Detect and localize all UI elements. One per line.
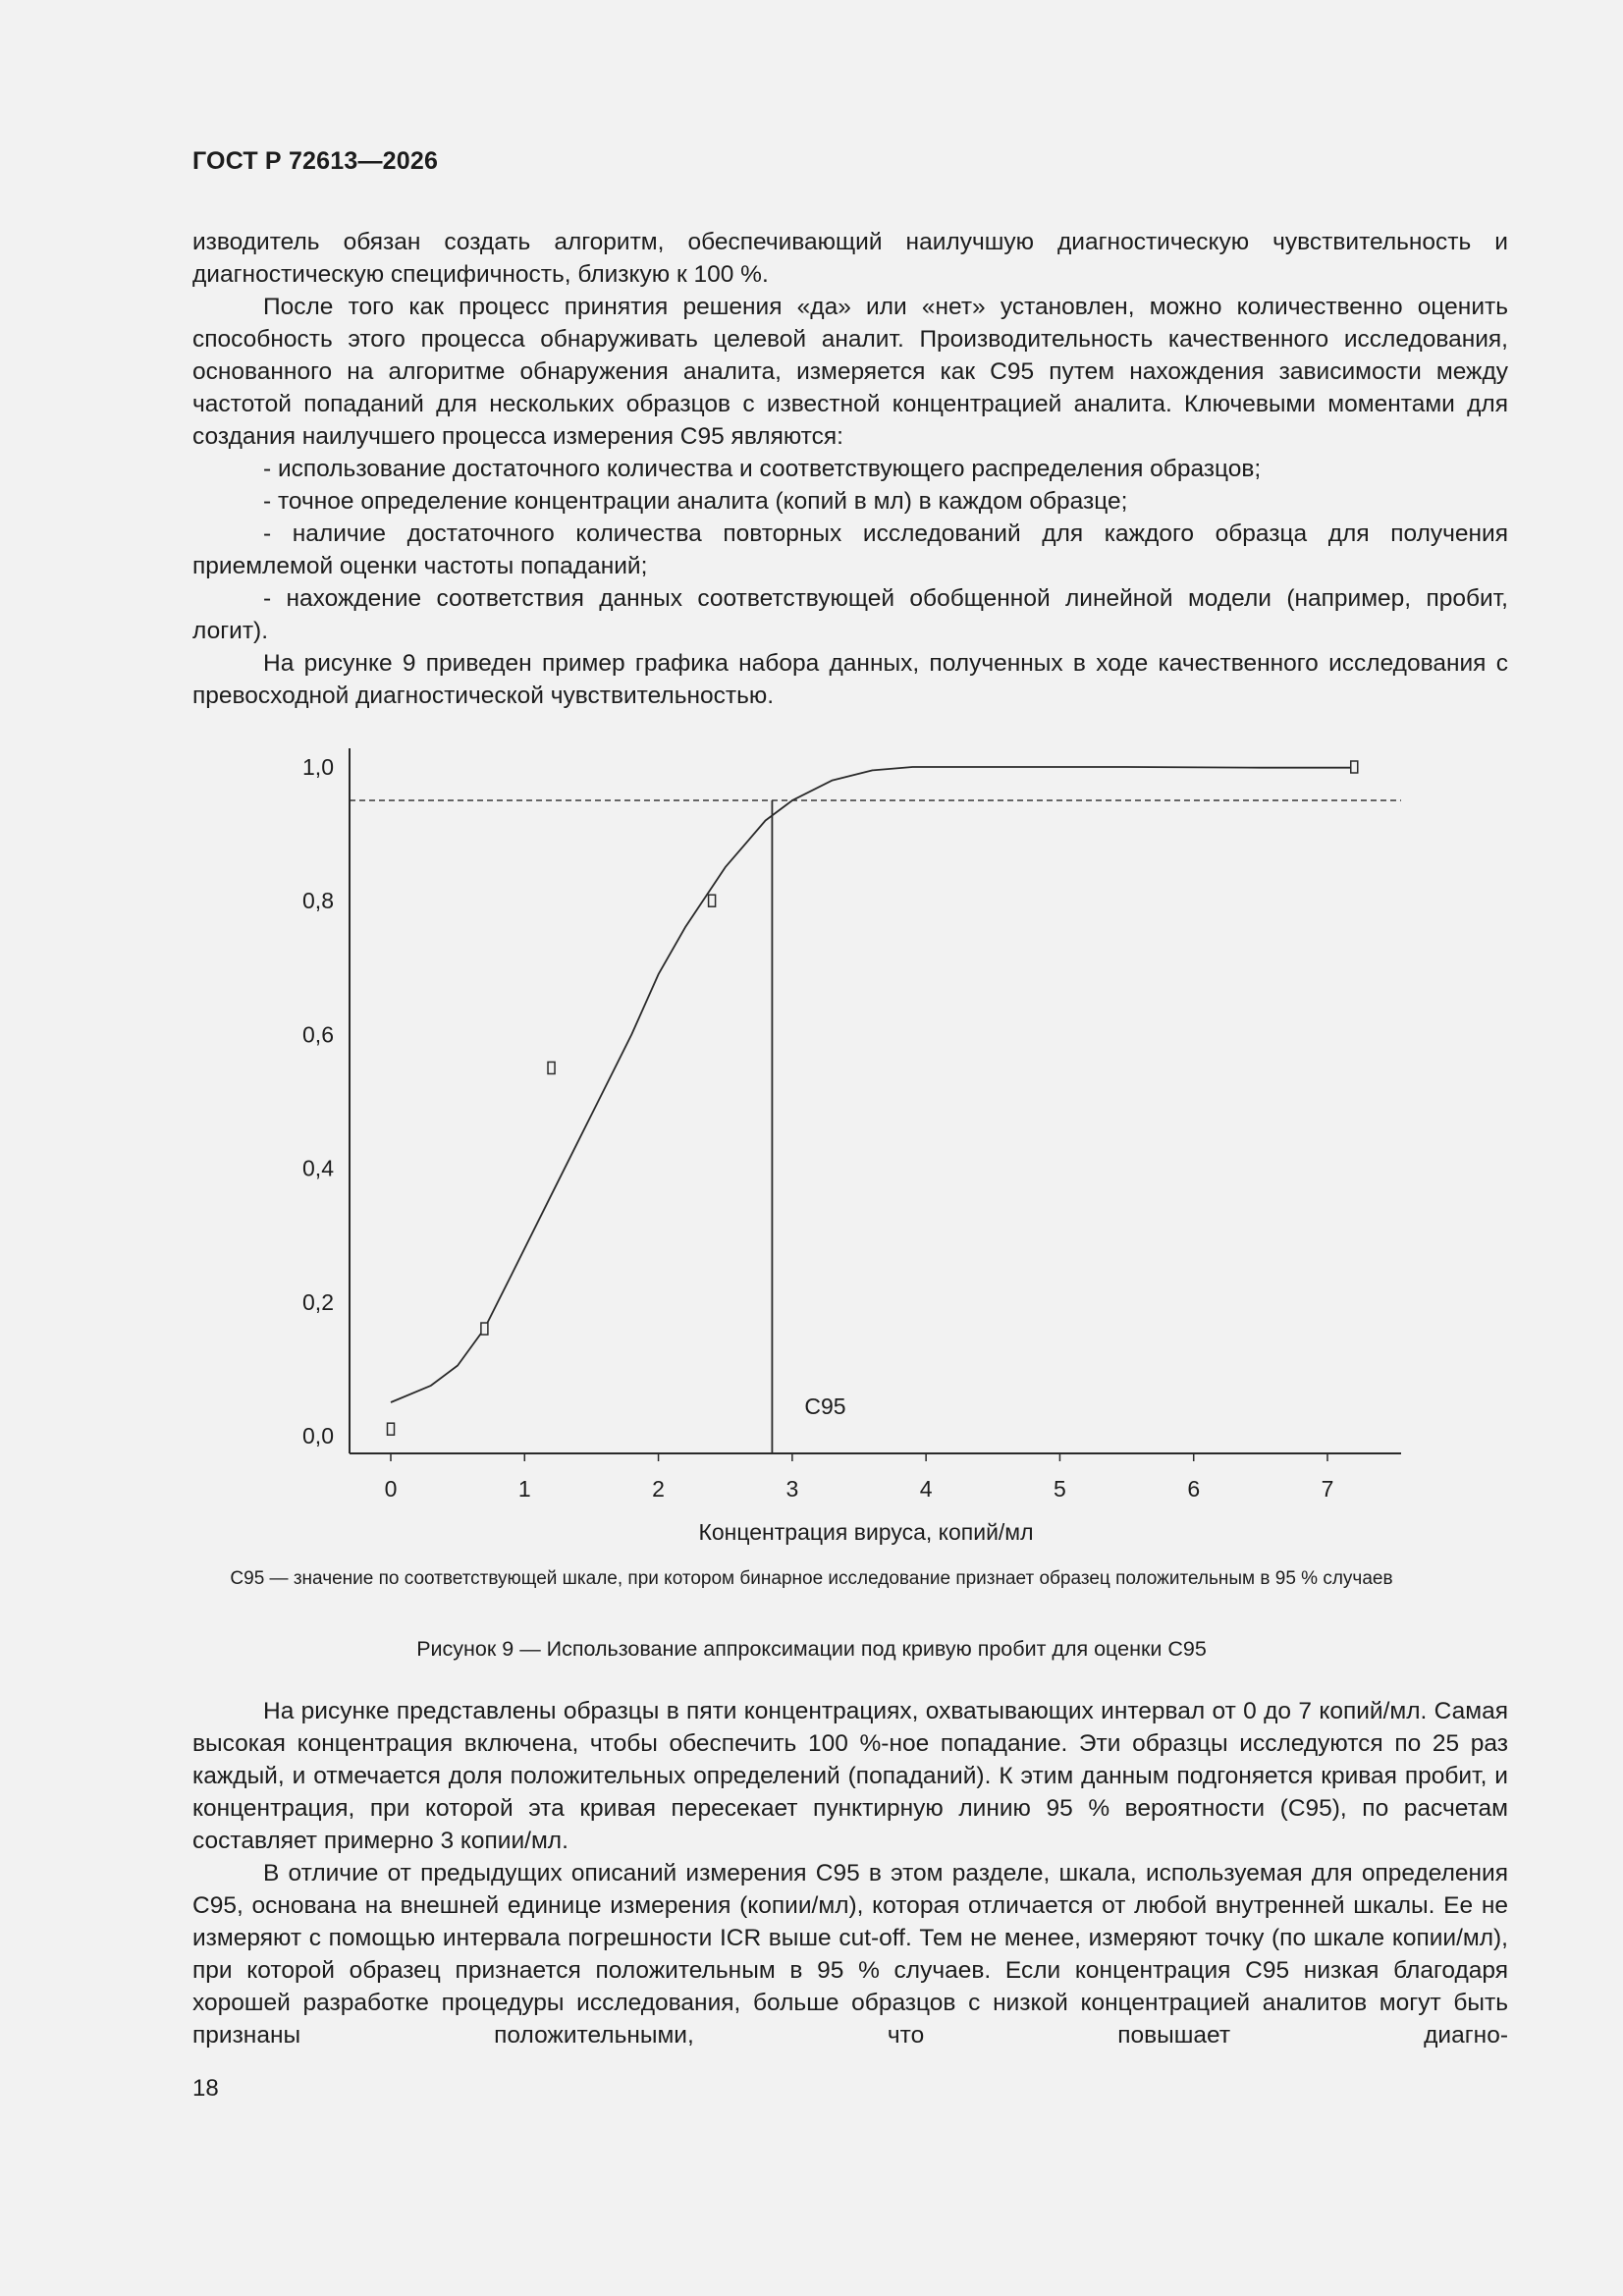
- list-item: - наличие достаточного количества повторных исследований для каждого образца для получения приемлемой оценки частоты попаданий;: [192, 520, 1508, 579]
- c95-label: С95: [804, 1394, 846, 1419]
- probit-curve: [391, 767, 1354, 1402]
- list-item: - точное определение концентрации аналита (копий в мл) в каждом образце;: [263, 488, 1128, 515]
- x-axis-label: Концентрация вируса, копий/мл: [698, 1519, 1034, 1545]
- x-tick-label: 1: [517, 1476, 531, 1502]
- figure-caption: Рисунок 9 — Использование аппроксимации под кривую пробит для оценки С95: [416, 1637, 1207, 1661]
- data-point: [709, 895, 716, 906]
- paragraph: После того как процесс принятия решения «да» или «нет» установлен, можно количественно оценить способность этого процесса обнаруживать целевой аналит. Производительность качественного исследования, основанного на алгоритме обнаружения аналита, измеряется как С95 путем нахождения зависимости между частотой попаданий для нескольких образцов с известной концентрацией аналита. Ключевыми моментами для создания наилучшего процесса измерения С95 являются:: [192, 294, 1508, 450]
- x-tick-label: 5: [1054, 1476, 1066, 1502]
- y-tick-label: 0,4: [302, 1155, 334, 1181]
- x-tick-label: 3: [785, 1476, 799, 1502]
- y-tick-label: 0,0: [302, 1423, 334, 1449]
- figure-note: С95 — значение по соответствующей шкале, при котором бинарное исследование признает образец положительным в 95 % случаев: [230, 1568, 1393, 1589]
- data-point: [388, 1423, 395, 1435]
- figure-9: [0, 727, 1623, 1669]
- text-block-top: [192, 226, 1508, 712]
- y-tick-label: 1,0: [302, 754, 334, 780]
- list-item: - нахождение соответствия данных соответствующей обобщенной линейной модели (например, пробит, логит).: [192, 585, 1508, 644]
- document-header: ГОСТ Р 72613—2026: [192, 147, 439, 175]
- page-number: 18: [192, 2075, 219, 2102]
- text-block-bottom: [192, 1695, 1508, 2051]
- data-point: [481, 1323, 488, 1335]
- x-tick-label: 6: [1187, 1476, 1201, 1502]
- y-tick-label: 0,2: [302, 1288, 334, 1315]
- data-point: [548, 1062, 555, 1073]
- x-tick-label: 0: [384, 1476, 398, 1502]
- x-tick-label: 4: [919, 1476, 933, 1502]
- paragraph: изводитель обязан создать алгоритм, обеспечивающий наилучшую диагностическую чувствительность и диагностическую специфичность, близкую к 100 %.: [192, 229, 1508, 288]
- paragraph: На рисунке представлены образцы в пяти концентрациях, охватывающих интервал от 0 до 7 копий/мл. Самая высокая концентрация включена, чтобы обеспечить 100 %-ное попадание. Эти образцы исследуются по 25 раз каждый, и отмечается доля положительных определений (попаданий). К этим данным подгоняется кривая пробит, и концентрация, при которой эта кривая пересекает пунктирную линию 95 % вероятности (С95), по расчетам составляет примерно 3 копии/мл.: [192, 1698, 1508, 1854]
- y-tick-label: 0,8: [302, 888, 334, 914]
- x-tick-label: 7: [1321, 1476, 1334, 1502]
- y-tick-label: 0,6: [302, 1021, 334, 1048]
- probit-chart: [0, 727, 1623, 1571]
- paragraph: В отличие от предыдущих описаний измерения С95 в этом разделе, шкала, используемая для определения С95, основана на внешней единице измерения (копии/мл), которая отличается от любой внутренней шкалы. Ее не измеряют с помощью интервала погрешности ICR выше cut-off. Тем не менее, измеряют точку (по шкале копии/мл), при которой образец признается положительным в 95 % случаев. Если концентрация С95 низкая благодаря хорошей разработке процедуры исследования, больше образцов с низкой концентрацией аналитов могут быть признаны положительными, что повышает диагно-: [192, 1860, 1508, 2049]
- list-item: - использование достаточного количества и соответствующего распределения образцов;: [263, 456, 1262, 482]
- paragraph: На рисунке 9 приведен пример графика набора данных, полученных в ходе качественного исследования с превосходной диагностической чувствительностью.: [192, 650, 1508, 709]
- data-point: [1351, 761, 1358, 773]
- x-tick-label: 2: [652, 1476, 665, 1502]
